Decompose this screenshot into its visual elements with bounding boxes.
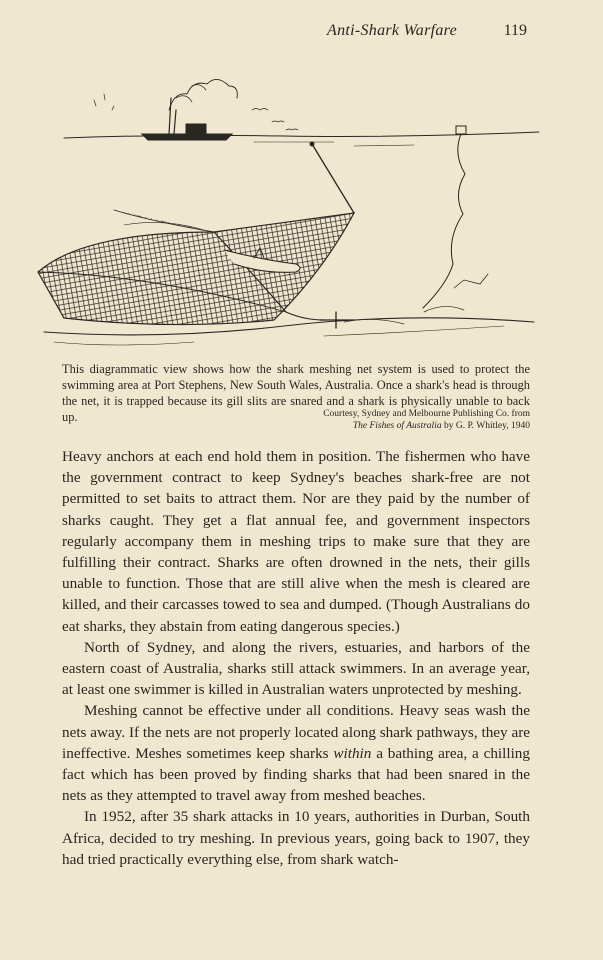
credit-book-title: The Fishes of Australia (352, 421, 442, 431)
credit-line-2 (323, 420, 530, 432)
running-head (0, 22, 603, 44)
paragraph-3 (62, 700, 530, 806)
mesh-net (38, 210, 354, 325)
page-number: 119 (503, 22, 527, 39)
paragraph-4: In 1952, after 35 shark attacks in 10 years, authorities in Durban, South Africa, decided to try meshing. In previous years, going back to 1907, they had tried practically everything else, from shark watch- (62, 808, 530, 868)
credit-line-1: Courtesy, Sydney and Melbourne Publishing Co. from (323, 409, 530, 419)
body-text (62, 446, 530, 870)
paragraph-2: North of Sydney, and along the rivers, estuaries, and harbors of the eastern coast of Australia, sharks still attack swimmers. In an average year, at least one swimmer is killed in Australian waters unprotected by meshing. (62, 638, 530, 699)
paragraph-3-part-1: Meshing cannot be effective under all conditions. Heavy seas wash the nets away. If the nets are not properly located along shark pathways, they are ineffective. Meshes sometimes keep sharks (62, 702, 530, 762)
caption-text: This diagrammatic view shows how the shark meshing net system is used to protect the swimming area at Port Stephens, New South Wales, Australia. Once a shark's head is through the net, it is trapped because its gill slits are snared and a shark is physically unable to back up. (62, 362, 530, 424)
paragraph-1: Heavy anchors at each end hold them in position. The fishermen who have the government contract to keep Sydney's beaches shark-free are not permitted to set baits to attract them. Nor are they paid by the number of sharks caught. They get a flat annual fee, and government inspectors regularly accompany them in meshing trips to make sure that they are fulfilling their contract. Sharks are often drowned in the nets, their gills unable to function. Those that are still alive when the mesh is cleared are killed, and their carcasses towed to sea and dumped. (Though Australians do eat sharks, they abstain from eating dangerous species.) (62, 448, 530, 635)
buoy-icon (423, 126, 466, 308)
running-title: Anti-Shark Warfare (327, 22, 457, 39)
shark-net-illustration (24, 50, 544, 350)
credit-author: by G. P. Whitley, 1940 (441, 421, 530, 431)
paragraph-3-part-2: a bathing area, a chilling fact which has been proved by finding sharks that had been snared in the nets as they attempted to travel away from meshed beaches. (62, 744, 530, 805)
paragraph-3-emphasis: within (333, 744, 372, 762)
figure-credit (323, 408, 530, 432)
anchor-icon (320, 274, 488, 328)
boat-icon (142, 98, 232, 140)
